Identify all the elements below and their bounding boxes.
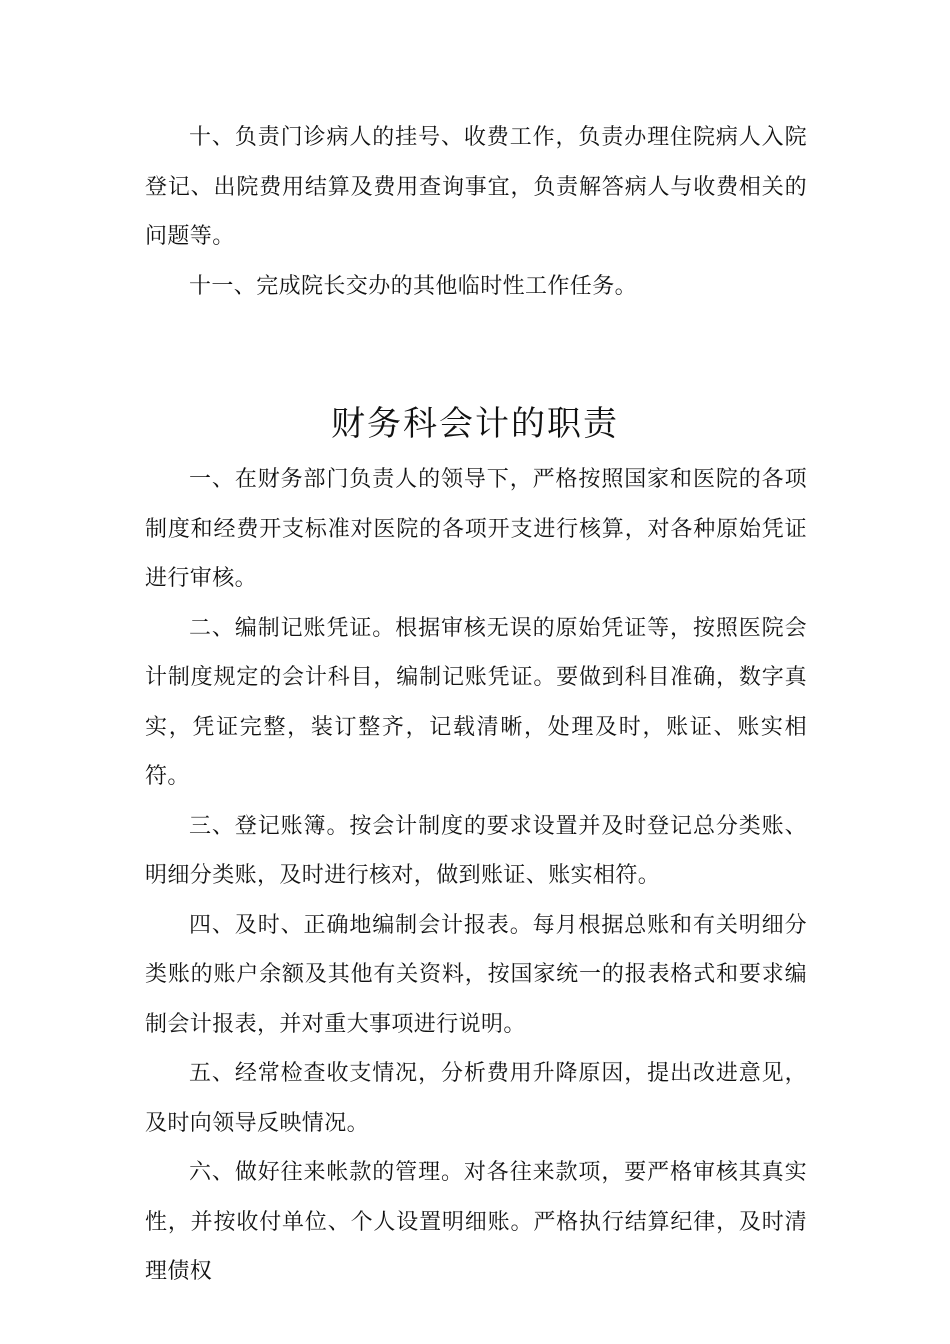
section-body	[145, 455, 807, 1297]
paragraph-item-6: 六、做好往来帐款的管理。对各往来款项，要严格审核其真实性，并按收付单位、个人设置明细账。严格执行结算纪律，及时清理债权	[145, 1160, 807, 1284]
paragraph-item-11: 十一、完成院长交办的其他临时性工作任务。	[189, 273, 638, 299]
paragraph-item-4: 四、及时、正确地编制会计报表。每月根据总账和有关明细分类账的账户余额及其他有关资料，按国家统一的报表格式和要求编制会计报表，并对重大事项进行说明。	[145, 912, 807, 1037]
paragraph-item-5: 五、经常检查收支情况，分析费用升降原因，提出改进意见，及时向领导反映情况。	[145, 1061, 807, 1136]
paragraph-item-10: 十、负责门诊病人的挂号、收费工作，负责办理住院病人入院登记、出院费用结算及费用查询事宜，负责解答病人与收费相关的问题等。	[145, 125, 807, 249]
paragraph-item-1: 一、在财务部门负责人的领导下，严格按照国家和医院的各项制度和经费开支标准对医院的各项开支进行核算，对各种原始凭证进行审核。	[145, 467, 807, 591]
paragraph-item-3: 三、登记账簿。按会计制度的要求设置并及时登记总分类账、明细分类账，及时进行核对，做到账证、账实相符。	[145, 813, 807, 888]
section-title: 财务科会计的职责	[331, 404, 619, 444]
paragraph-item-2: 二、编制记账凭证。根据审核无误的原始凭证等，按照医院会计制度规定的会计科目，编制记账凭证。要做到科目准确，数字真实，凭证完整，装订整齐，记载清晰，处理及时，账证、账实相符。	[145, 615, 807, 789]
previous-section-continuation	[145, 113, 807, 311]
